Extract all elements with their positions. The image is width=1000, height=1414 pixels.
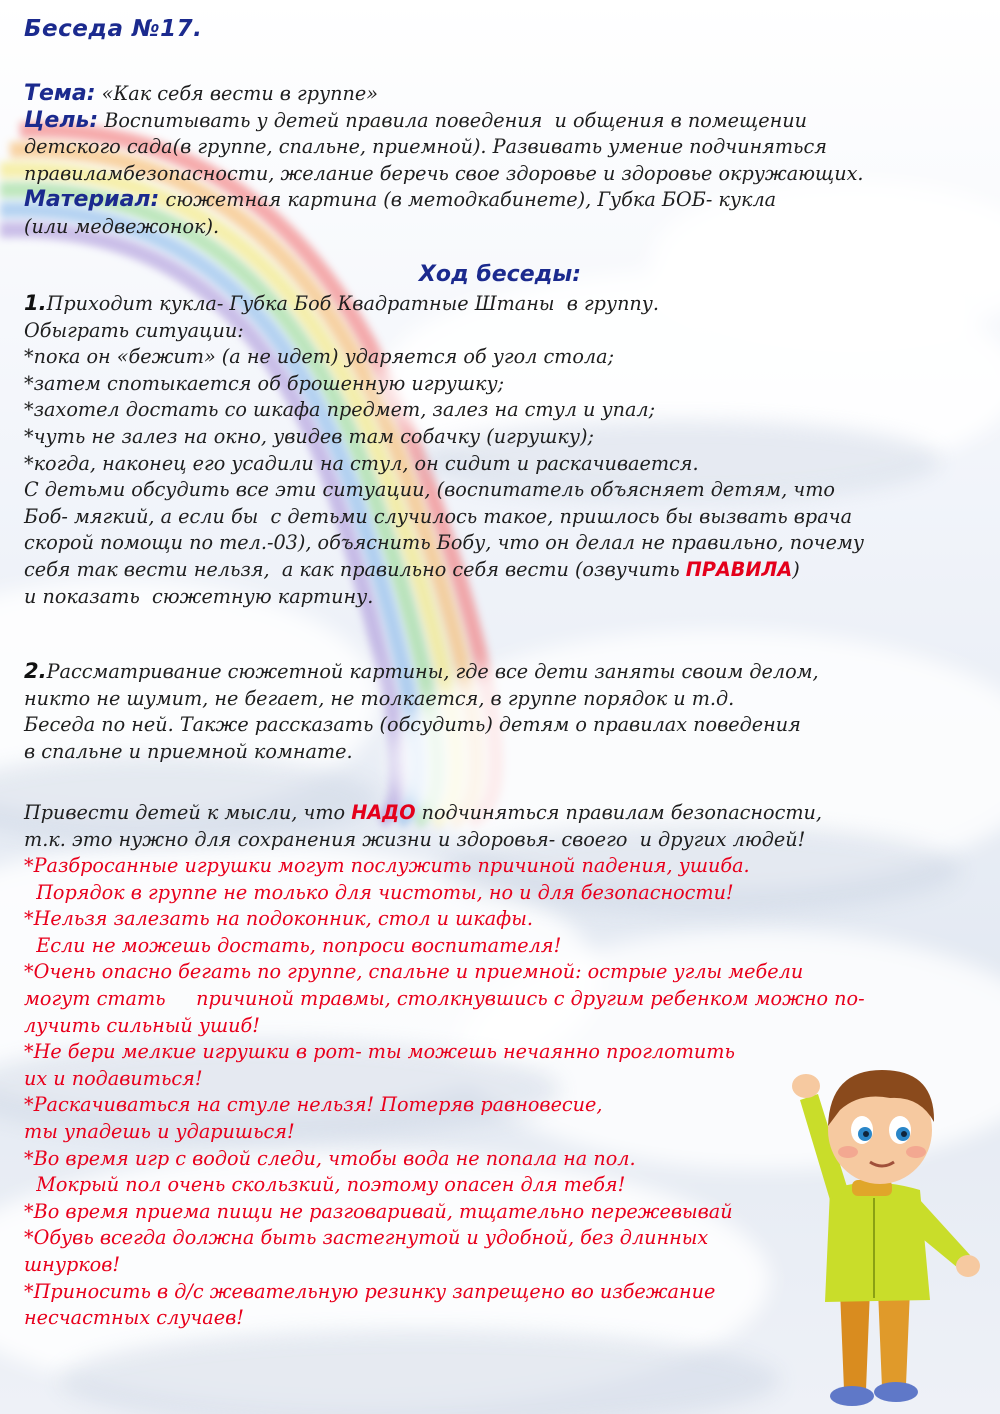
rule-line: ты упадешь и ударишься! xyxy=(24,1119,295,1143)
rules-highlight: ПРАВИЛА xyxy=(685,557,793,581)
course-heading: Ход беседы: xyxy=(418,262,582,287)
rule-line: *Нельзя залезать на подоконник, стол и шкафы. xyxy=(24,907,533,931)
part1-line-3: *пока он «бежит» (а не идет) ударяется об угол стола; xyxy=(24,345,615,369)
part1-number: 1. xyxy=(24,291,47,315)
goal-line-2: детского сада(в группе, спальне, приемной). Развивать умение подчиняться xyxy=(24,135,827,159)
conclusion-text-1c: подчиняться правилам безопасности, xyxy=(415,801,823,824)
material-line-2: (или медвежонок). xyxy=(24,214,220,238)
part2-line-3: Беседа по ней. Также рассказать (обсудить) детям о правилах поведения xyxy=(24,713,801,737)
part1-line-5: *захотел достать со шкафа предмет, залез на стул и упал; xyxy=(24,398,656,422)
part1-line-8: С детьми обсудить все эти ситуации, (воспитатель объясняет детям, что xyxy=(24,478,835,502)
part2-text-1: Рассматривание сюжетной картины, где все дети заняты своим делом, xyxy=(46,660,819,683)
rule-line: их и подавиться! xyxy=(24,1066,203,1090)
part1-line-11 xyxy=(24,557,994,584)
part1-line-6: *чуть не залез на окно, увидев там собачку (игрушку); xyxy=(24,424,594,448)
rule-line: *Во время игр с водой следи, чтобы вода не попала на пол. xyxy=(24,1146,636,1170)
part2-line-1 xyxy=(24,658,994,686)
rule-line: *Очень опасно бегать по группе, спальне и приемной: острые углы мебели xyxy=(24,960,804,984)
rule-line: *Разбросанные игрушки могут послужить причиной падения, ушиба. xyxy=(24,854,750,877)
part1-text-11a: себя так вести нельзя, а как правильно себя вести (озвучить xyxy=(24,557,686,581)
rule-line: Порядок в группе не только для чистоты, но и для безопасности! xyxy=(24,880,734,904)
topic-text: «Как себя вести в группе» xyxy=(95,82,378,105)
rule-line: несчастных случаев! xyxy=(24,1306,244,1330)
topic-label: Тема: xyxy=(24,81,96,106)
conclusion-line-2: т.к. это нужно для сохранения жизни и здоровья- своего и других людей! xyxy=(24,827,806,851)
rule-line: шнурков! xyxy=(24,1252,121,1276)
rule-line: лучить сильный ушиб! xyxy=(24,1013,260,1037)
part1-text-1: Приходит кукла- Губка Боб Квадратные Штаны в группу. xyxy=(46,292,660,315)
must-highlight: НАДО xyxy=(351,801,416,824)
part2-number: 2. xyxy=(24,659,47,683)
rule-line: *Приносить в д/с жевательную резинку запрещено во избежание xyxy=(24,1279,716,1303)
material-label: Материал: xyxy=(24,187,160,213)
part1-line-2: Обыграть ситуации: xyxy=(24,318,244,342)
part2-line-4: в спальне и приемной комнате. xyxy=(24,739,353,763)
goal-line-1 xyxy=(24,108,994,135)
part1-section xyxy=(24,290,994,610)
conclusion-section xyxy=(24,800,994,853)
rule-line: *Обувь всегда должна быть застегнутой и удобной, без длинных xyxy=(24,1226,709,1250)
safety-rules-list xyxy=(24,853,994,1332)
part1-line-1 xyxy=(24,290,994,318)
rule-line: *Во время приема пищи не разговаривай, тщательно пережевывай xyxy=(24,1199,733,1223)
rule-line: *Не бери мелкие игрушки в рот- ты можешь нечаянно проглотить xyxy=(24,1040,735,1064)
goal-text-1: Воспитывать у детей правила поведения и общения в помещении xyxy=(98,108,807,132)
rule-line: могут стать причиной травмы, столкнувшись с другим ребенком можно по- xyxy=(24,986,865,1010)
part1-line-10: скорой помощи по тел.-03), объяснить Бобу, что он делал не правильно, почему xyxy=(24,531,865,555)
material-text-1: сюжетная картина (в методкабинете), Губка БОБ- кукла xyxy=(159,188,777,212)
page-title: Беседа №17. xyxy=(24,16,203,42)
rule-line: *Раскачиваться на стуле нельзя! Потеряв равновесие, xyxy=(24,1093,603,1117)
rule-line: Если не можешь достать, попроси воспитателя! xyxy=(24,933,562,957)
part1-line-12: и показать сюжетную картину. xyxy=(24,584,374,608)
conclusion-text-1a: Привести детей к мысли, что xyxy=(24,801,352,824)
rule-line: Мокрый пол очень скользкий, поэтому опасен для тебя! xyxy=(24,1173,626,1197)
part1-line-9: Боб- мягкий, а если бы с детьми случилось такое, пришлось бы вызвать врача xyxy=(24,504,853,528)
part1-line-4: *затем спотыкается об брошенную игрушку; xyxy=(24,371,505,395)
part2-line-2: никто не шумит, не бегает, не толкается, в группе порядок и т.д. xyxy=(24,686,735,710)
topic-line xyxy=(24,81,994,108)
part2-section xyxy=(24,658,994,765)
material-line-1 xyxy=(24,187,994,214)
intro-section xyxy=(24,81,994,241)
goal-label: Цель: xyxy=(24,107,99,133)
part1-line-7: *когда, наконец его усадили на стул, он сидит и раскачивается. xyxy=(24,451,699,475)
conclusion-line-1 xyxy=(24,800,994,827)
goal-line-3: правиламбезопасности, желание беречь свое здоровье и здоровье окружающих. xyxy=(24,161,864,185)
part1-text-11c: ) xyxy=(792,557,800,581)
